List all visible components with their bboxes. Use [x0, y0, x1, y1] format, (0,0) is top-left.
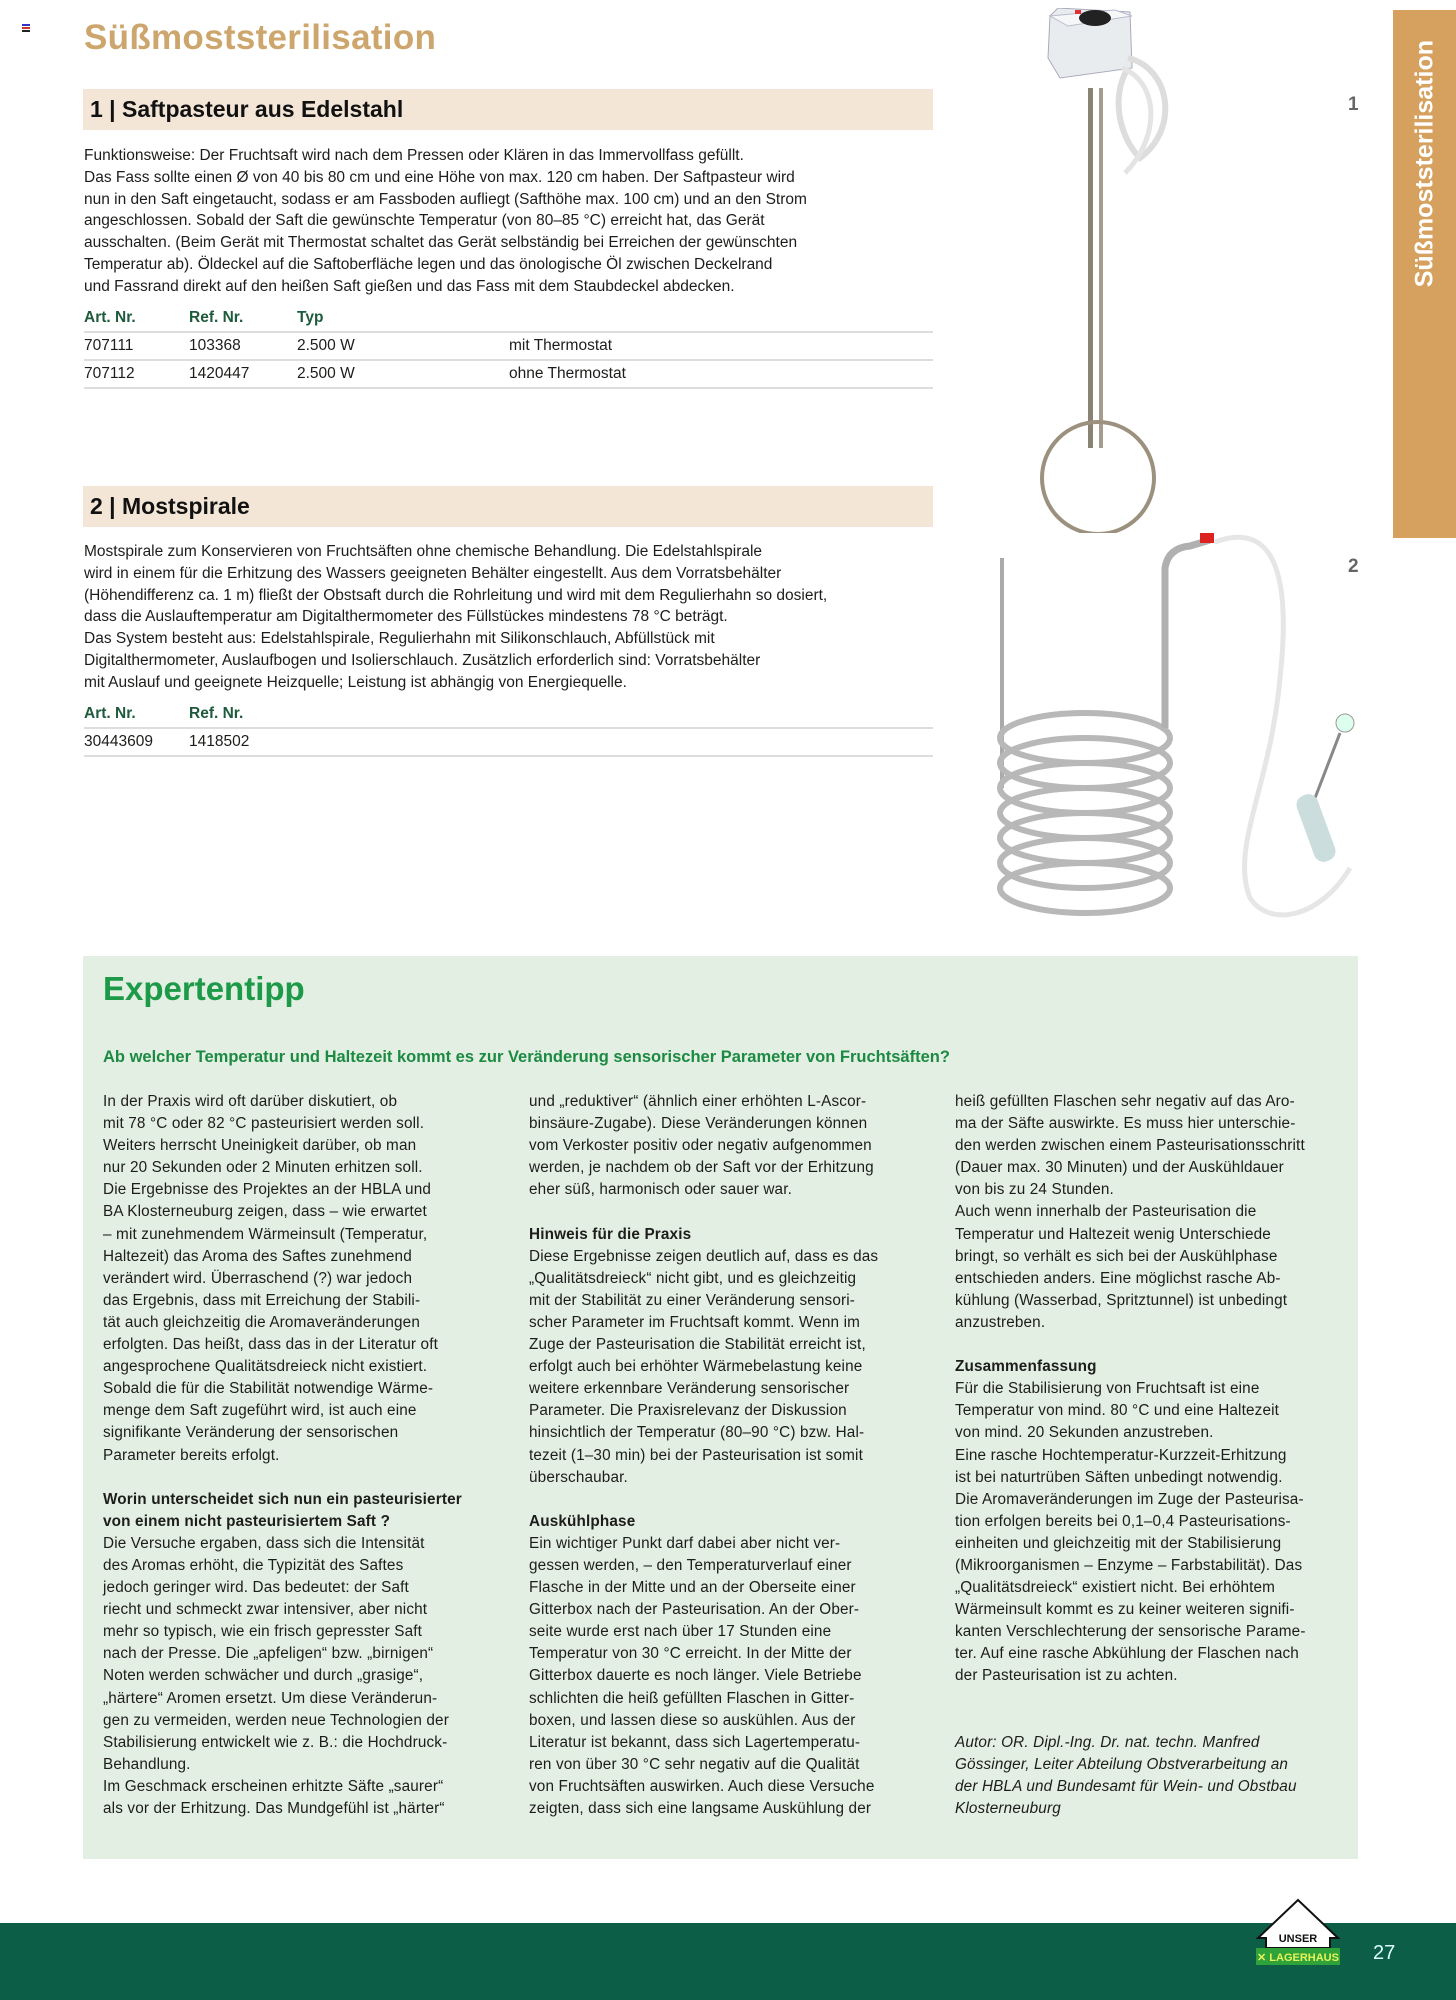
- section-2-title: 2 | Mostspirale: [90, 493, 250, 519]
- text-line: „härtere“ Aromen ersetzt. Um diese Veränderun-: [103, 1689, 438, 1707]
- text-line: BA Klosterneuburg zeigen, dass – wie erwartet: [103, 1203, 427, 1221]
- text-line: Weiters herrscht Uneinigkeit darüber, ob man: [103, 1137, 417, 1155]
- section-2-header: [83, 486, 933, 527]
- page-title: Süßmoststerilisation: [84, 18, 437, 57]
- text-line: Das System besteht aus: Edelstahlspirale, Regulierhahn mit Silikonschlauch, Abfüllstück mit: [84, 630, 715, 648]
- table-row: [84, 729, 933, 757]
- text-line: signifikante Veränderung der sensorischen: [103, 1424, 399, 1442]
- side-tab: [1393, 10, 1456, 538]
- text-line: mit der Stabilität zu einer Veränderung sensori-: [529, 1291, 856, 1309]
- text-line: ist bei naturtrüben Säften unbedingt notwendig.: [955, 1468, 1283, 1486]
- text-line: binsäure-Zugabe). Diese Veränderungen können: [529, 1115, 868, 1133]
- text-line: der Pasteurisation ist zu achten.: [955, 1667, 1178, 1685]
- column-header: Ref. Nr.: [189, 705, 244, 722]
- text-line: In der Praxis wird oft darüber diskutiert, ob: [103, 1093, 398, 1110]
- text-line: vom Verkoster positiv oder negativ aufgenommen: [529, 1137, 872, 1155]
- text-line: von Fruchtsäften auswirken. Auch diese Versuche: [529, 1777, 875, 1795]
- text-line: kanten Verschlechterung der sensorische Parame-: [955, 1623, 1306, 1641]
- text-line: (Dauer max. 30 Minuten) und der Auskühldauer: [955, 1159, 1284, 1177]
- text-line: [103, 1467, 498, 1489]
- section-2-description: [84, 541, 944, 694]
- logo-bottom-text: ✕ LAGERHAUS: [1257, 1952, 1339, 1964]
- text-line: Digitalthermometer, Auslaufbogen und Isolierschlauch. Zusätzlich erforderlich sind: Vorratsbehälter: [84, 651, 761, 669]
- text-line: mehr so typisch, wie ein frisch gepresster Saft: [103, 1623, 423, 1641]
- expert-column-2: [529, 1091, 924, 1820]
- text-line: Auch wenn innerhalb der Pasteurisation die: [955, 1203, 1257, 1221]
- text-line: Haltezeit) das Aroma des Saftes zunehmend: [103, 1247, 412, 1265]
- table-cell: ohne Thermostat: [509, 365, 626, 382]
- subheading-line: Auskühlphase: [529, 1512, 636, 1530]
- subheading-line: von einem nicht pasteurisiertem Saft ?: [103, 1512, 391, 1530]
- text-line: und „reduktiver“ (ähnlich einer erhöhten L-Ascor-: [529, 1093, 867, 1110]
- text-line: Parameter. Die Praxisrelevanz der Diskussion: [529, 1402, 847, 1420]
- text-line: gessen werden, – den Temperaturverlauf einer: [529, 1556, 852, 1574]
- text-line: Das Fass sollte einen Ø von 40 bis 80 cm und eine Höhe von max. 120 cm haben. Der Saftpasteur wird: [84, 168, 795, 186]
- text-line: erfolgt auch bei erhöhter Wärmebelastung keine: [529, 1358, 863, 1376]
- table-cell: 1418502: [189, 733, 250, 750]
- text-line: entschieden anders. Eine möglichst rasche Ab-: [955, 1269, 1281, 1287]
- text-line: Noten werden schwächer und durch „grasige“,: [103, 1667, 424, 1685]
- text-line: Für die Stabilisierung von Fruchtsaft ist eine: [955, 1380, 1260, 1398]
- table-cell: 707111: [84, 337, 134, 354]
- column-header: Typ: [297, 309, 324, 326]
- column-header: Ref. Nr.: [189, 309, 244, 326]
- text-line: des Aromas erhöht, die Typizität des Saftes: [103, 1556, 404, 1574]
- table-cell: mit Thermostat: [509, 337, 613, 354]
- expert-tip-title: Expertentipp: [103, 970, 305, 1007]
- text-line: Im Geschmack erscheinen erhitzte Säfte „saurer“: [103, 1777, 444, 1795]
- text-line: Gitterbox dauerte es noch länger. Viele Betriebe: [529, 1667, 862, 1685]
- text-line: bringt, so verhält es sich bei der Auskühlphase: [955, 1247, 1278, 1265]
- text-line: Behandlung.: [103, 1755, 191, 1773]
- text-line: – mit zunehmendem Wärmeinsult (Temperatur,: [103, 1225, 428, 1243]
- expert-column-1: [103, 1091, 498, 1820]
- text-line: schlichten die heiß gefüllten Flaschen in Gitter-: [529, 1689, 855, 1707]
- side-tab-label: Süßmoststerilisation: [1410, 40, 1438, 288]
- text-line: [529, 1201, 924, 1223]
- table-header: [84, 305, 933, 333]
- text-line: Stabilisierung entwickelt wie z. B.: die Hochdruck-: [103, 1733, 448, 1751]
- text-line: hinsichtlich der Temperatur (80–90 °C) bzw. Hal-: [529, 1424, 865, 1442]
- text-line: den werden zwischen einem Pasteurisationsschritt: [955, 1137, 1305, 1155]
- color-marker-icon: [22, 24, 30, 32]
- author-line: der HBLA und Bundesamt für Wein- und Obstbau: [955, 1777, 1297, 1795]
- text-line: Temperatur und Haltezeit wenig Unterschiede: [955, 1225, 1271, 1243]
- text-line: ausschalten. (Beim Gerät mit Thermostat schaltet das Gerät selbständig bei Erreichen der gewünschten: [84, 234, 798, 252]
- text-line: heiß gefüllten Flaschen sehr negativ auf das Aro-: [955, 1093, 1295, 1110]
- logo-top-text: UNSER: [1278, 1933, 1318, 1945]
- text-line: tät auch gleichzeitig die Aromaveränderungen: [103, 1313, 420, 1331]
- table-row: [84, 361, 933, 389]
- table-row: [84, 333, 933, 361]
- text-line: jedoch geringer wird. Das bedeutet: der Saft: [103, 1579, 409, 1597]
- table-cell: 707112: [84, 365, 135, 382]
- table-cell: 30443609: [84, 733, 153, 750]
- text-line: Sobald die für die Stabilität notwendige Wärme-: [103, 1380, 434, 1398]
- text-line: Temperatur von mind. 80 °C und eine Haltezeit: [955, 1402, 1280, 1420]
- text-line: angesprochene Qualitätsdreieck nicht existiert.: [103, 1358, 428, 1376]
- text-line: als vor der Erhitzung. Das Mundgefühl ist „härter“: [103, 1800, 445, 1817]
- expert-column-3: [955, 1091, 1350, 1820]
- text-line: Gitterbox nach der Pasteurisation. An der Ober-: [529, 1601, 860, 1619]
- text-line: [955, 1334, 1350, 1356]
- text-line: ter. Auf eine rasche Abkühlung der Flaschen nach: [955, 1645, 1299, 1663]
- text-line: (Höhendifferenz ca. 1 m) fließt der Obstsaft durch die Rohrleitung und wird mit dem Regulierhahn so dosiert,: [84, 586, 828, 604]
- text-line: Ein wichtiger Punkt darf dabei aber nicht ver-: [529, 1534, 841, 1552]
- text-line: Die Versuche ergaben, dass sich die Intensität: [103, 1534, 425, 1552]
- text-line: gen zu vermeiden, werden neue Technologien der: [103, 1711, 449, 1729]
- text-line: nach der Presse. Die „apfeligen“ bzw. „birnigen“: [103, 1645, 434, 1663]
- text-line: Die Ergebnisse des Projektes an der HBLA und: [103, 1181, 432, 1199]
- text-line: mit Auslauf und geeignete Heizquelle; Leistung ist abhängig von Energiequelle.: [84, 673, 627, 691]
- text-line: zeigten, dass sich eine langsame Auskühlung der: [529, 1800, 872, 1817]
- text-line: von mind. 20 Sekunden anzustreben.: [955, 1424, 1214, 1442]
- subheading-line: Hinweis für die Praxis: [529, 1225, 692, 1243]
- text-line: eher süß, harmonisch oder sauer war.: [529, 1181, 793, 1199]
- text-line: angeschlossen. Sobald der Saft die gewünschte Temperatur (von 80–85 °C) erreicht hat, das Gerät: [84, 212, 765, 230]
- text-line: nur 20 Sekunden oder 2 Minuten erhitzen soll.: [103, 1159, 423, 1177]
- text-line: einheiten und gleichzeitig mit der Stabilisierung: [955, 1534, 1282, 1552]
- section-1-table: [84, 305, 933, 389]
- expert-tip-box: [83, 956, 1358, 1859]
- text-line: tezeit (1–30 min) bei der Pasteurisation ist somit: [529, 1446, 863, 1464]
- author-line: Gössinger, Leiter Abteilung Obstverarbeitung an: [955, 1755, 1289, 1773]
- section-1-description: [84, 145, 944, 298]
- column-header: Art. Nr.: [84, 705, 136, 722]
- expert-tip-question: Ab welcher Temperatur und Haltezeit kommt es zur Veränderung sensorischer Parameter von Fruchtsäften?: [103, 1048, 950, 1066]
- saftpasteur-image: [1010, 8, 1190, 533]
- table-header: [84, 701, 933, 729]
- footer-band: [0, 1923, 1456, 2000]
- subheading-line: Worin unterscheidet sich nun ein pasteurisierter: [103, 1490, 462, 1508]
- text-line: Zuge der Pasteurisation die Stabilität erreicht ist,: [529, 1336, 866, 1354]
- section-1-title: 1 | Saftpasteur aus Edelstahl: [90, 96, 404, 122]
- text-line: erfolgten. Das heißt, dass das in der Literatur oft: [103, 1336, 439, 1354]
- text-line: nun in den Saft eingetaucht, sodass er am Fassboden aufliegt (Safthöhe max. 100 cm) und an den Strom: [84, 190, 807, 208]
- table-cell: 2.500 W: [297, 337, 355, 354]
- text-line: ma der Säfte auswirkte. Es muss hier unterschie-: [955, 1115, 1296, 1133]
- text-line: [529, 1489, 924, 1511]
- figure-2-number: 2: [1348, 556, 1359, 577]
- text-line: das Ergebnis, dass mit Erreichung der Stabili-: [103, 1291, 421, 1309]
- text-line: dass die Auslauftemperatur am Digitalthermometer des Füllstückes mindestens 78 °C beträgt.: [84, 608, 728, 626]
- text-line: anzustreben.: [955, 1313, 1046, 1331]
- text-line: Eine rasche Hochtemperatur-Kurzzeit-Erhitzung: [955, 1446, 1287, 1464]
- text-line: Funktionsweise: Der Fruchtsaft wird nach dem Pressen oder Klären in das Immervollfass gefüllt.: [84, 147, 744, 164]
- text-line: menge dem Saft zugeführt wird, ist auch eine: [103, 1402, 417, 1420]
- text-line: „Qualitätsdreieck“ existiert nicht. Bei erhöhtem: [955, 1579, 1276, 1597]
- text-line: riecht und schmeckt zwar intensiver, aber nicht: [103, 1601, 428, 1619]
- text-line: Literatur ist bekannt, dass sich Lagertemperatu-: [529, 1733, 861, 1751]
- text-line: Diese Ergebnisse zeigen deutlich auf, dass es das: [529, 1247, 879, 1265]
- section-2-table: [84, 701, 933, 757]
- author-line: Klosterneuburg: [955, 1800, 1061, 1817]
- text-line: (Mikroorganismen – Enzyme – Farbstabilität). Das: [955, 1556, 1303, 1574]
- section-1-header: [83, 89, 933, 130]
- text-line: und Fassrand direkt auf den heißen Saft gießen und das Fass mit dem Staubdeckel abdecken.: [84, 277, 735, 295]
- text-line: verändert wird. Überraschend (?) war jedoch: [103, 1269, 413, 1287]
- text-line: seite wurde erst nach über 17 Stunden eine: [529, 1623, 832, 1641]
- text-line: „Qualitätsdreieck“ nicht gibt, und es gleichzeitig: [529, 1269, 857, 1287]
- text-line: [955, 1688, 1350, 1710]
- text-line: Temperatur ab). Öldeckel auf die Saftoberfläche legen und das önologische Öl zwischen Deckelrand: [84, 255, 773, 273]
- text-line: scher Parameter im Fruchtsaft kommt. Wenn im: [529, 1313, 861, 1331]
- table-cell: 1420447: [189, 365, 250, 382]
- text-line: boxen, und lassen diese so auskühlen. Aus der: [529, 1711, 856, 1729]
- text-line: überschaubar.: [529, 1468, 628, 1486]
- page-number: 27: [1373, 1942, 1396, 1964]
- text-line: von bis zu 24 Stunden.: [955, 1181, 1114, 1199]
- text-line: Mostspirale zum Konservieren von Fruchtsäften ohne chemische Behandlung. Die Edelstahlspirale: [84, 543, 763, 560]
- text-line: [955, 1710, 1350, 1732]
- text-line: ren von über 30 °C sehr negativ auf die Qualität: [529, 1755, 860, 1773]
- column-header: Art. Nr.: [84, 309, 136, 326]
- text-line: Temperatur von 30 °C erreicht. In der Mitte der: [529, 1645, 852, 1663]
- text-line: Flasche in der Mitte und an der Oberseite einer: [529, 1579, 856, 1597]
- text-line: Die Aromaveränderungen im Zuge der Pasteurisa-: [955, 1490, 1304, 1508]
- subheading-line: Zusammenfassung: [955, 1358, 1097, 1376]
- table-cell: 103368: [189, 337, 241, 354]
- text-line: weitere erkennbare Veränderung sensorischer: [529, 1380, 850, 1398]
- text-line: werden, je nachdem ob der Saft vor der Erhitzung: [529, 1159, 874, 1177]
- text-line: Wärmeinsult kommt es zu keiner weiteren signifi-: [955, 1601, 1295, 1619]
- text-line: Parameter bereits erfolgt.: [103, 1446, 280, 1464]
- text-line: kühlung (Wasserbad, Spritztunnel) ist unbedingt: [955, 1291, 1288, 1309]
- text-line: tion erfolgen bereits bei 0,1–0,4 Pasteurisations-: [955, 1512, 1291, 1530]
- author-line: Autor: OR. Dipl.-Ing. Dr. nat. techn. Manfred: [955, 1733, 1260, 1751]
- mostspirale-image: [990, 528, 1370, 933]
- lagerhaus-logo: [1246, 1898, 1350, 1968]
- text-line: wird in einem für die Erhitzung des Wassers geeigneten Behälter eingestellt. Aus dem Vorratsbehälter: [84, 564, 782, 582]
- figure-1-number: 1: [1348, 94, 1359, 115]
- table-cell: 2.500 W: [297, 365, 355, 382]
- text-line: mit 78 °C oder 82 °C pasteurisiert werden soll.: [103, 1115, 425, 1133]
